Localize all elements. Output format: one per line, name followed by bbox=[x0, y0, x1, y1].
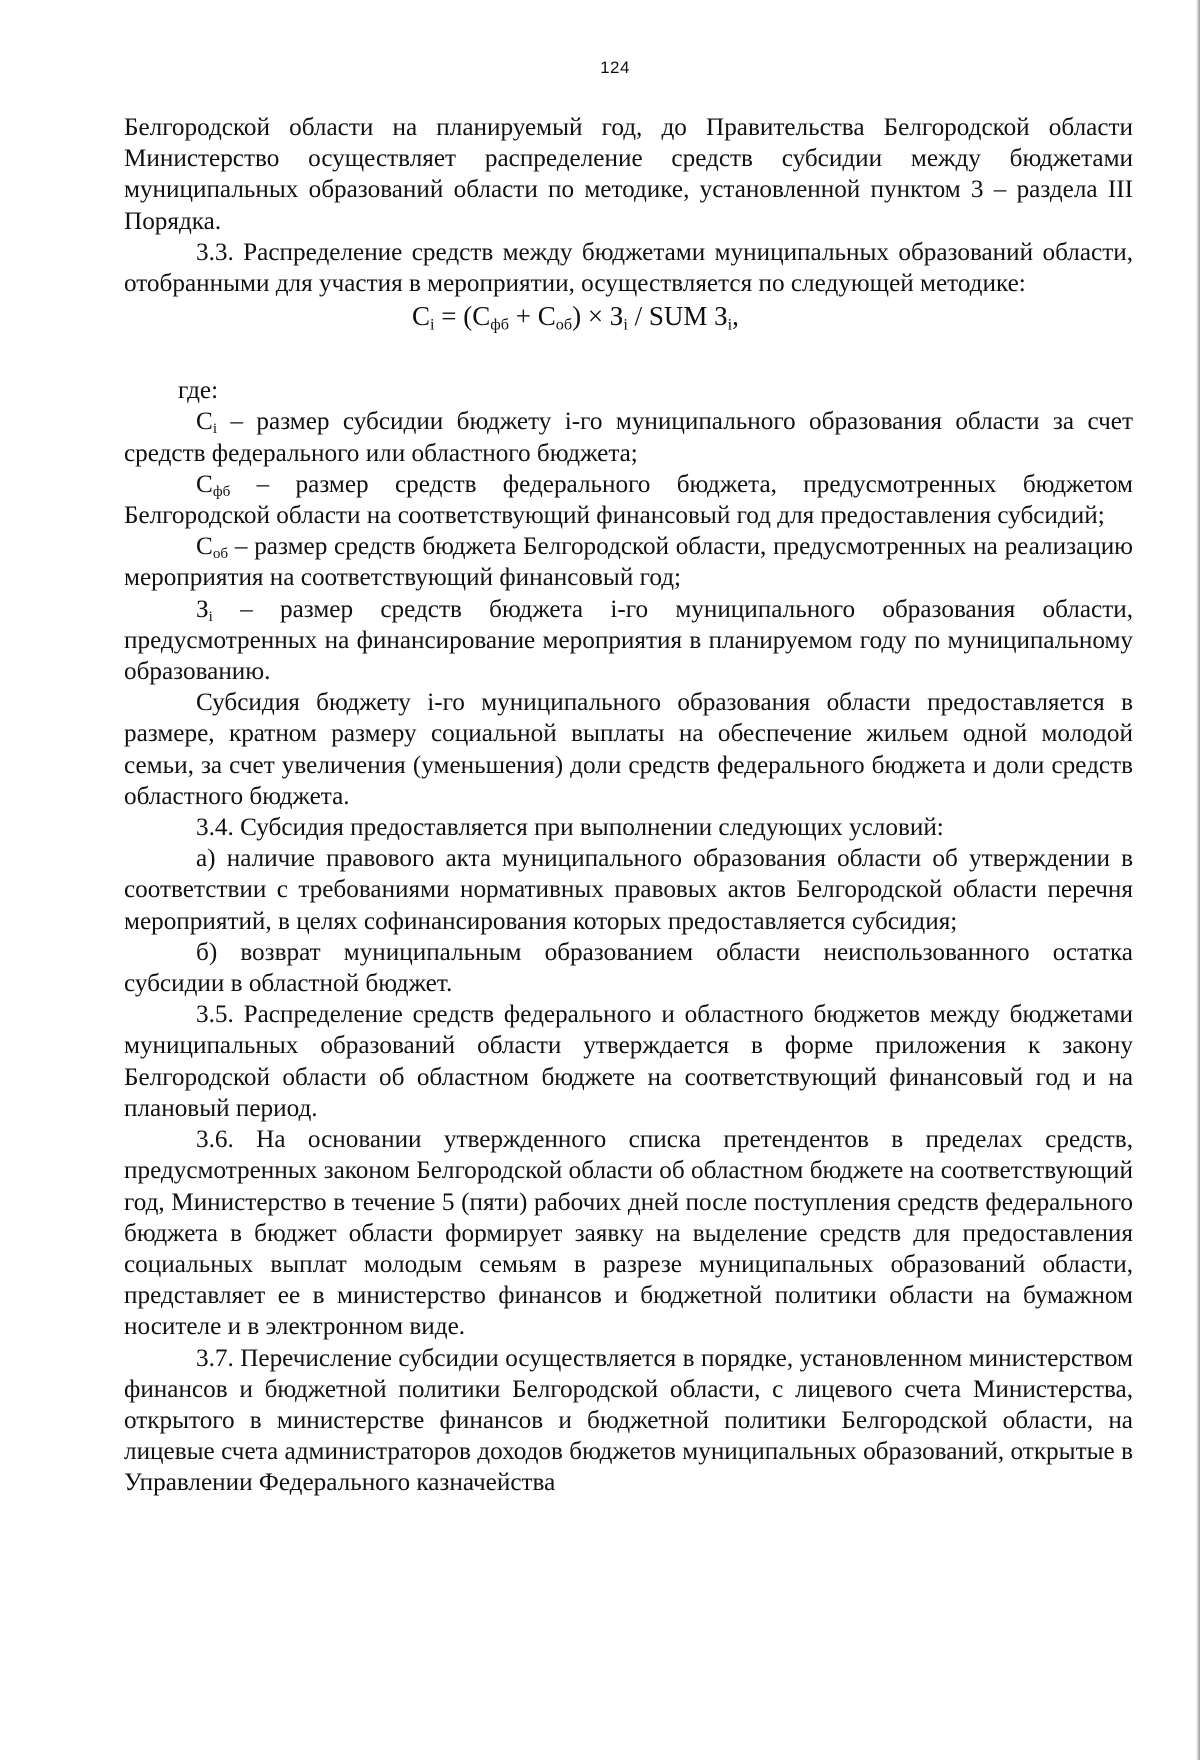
paragraph-3-4-a: а) наличие правового акта муниципального образования области об утверждении в соответствии с требованиями нормативных правовых актов Белгородской области перечня мероприятий, в целях софинансирования которых предоставляется субсидия; bbox=[124, 845, 1133, 935]
definition-ci: $C_i$ – размер субсидии бюджету i-го муниципального образования области за счет средств федерального или областного бюджета; bbox=[124, 408, 1133, 467]
document-body bbox=[124, 112, 1133, 1499]
paragraph-3-7: 3.7. Перечисление субсидии осуществляется в порядке, установленном министерством финансов и бюджетной политики Белгородской области, с лицевого счета Министерства, открытого в министерстве финансов и бюджетной политики Белгородской области, на лицевые счета администраторов доходов бюджетов муниципальных образований, открытые в Управлении Федерального казначейства bbox=[124, 1344, 1133, 1497]
definition-cob: $C_{об}$ – размер средств бюджета Белгородской области, предусмотренных на реализацию мероприятия на соответствующий финансовый год; bbox=[124, 533, 1133, 592]
definition-zi: $З_i$ – размер средств бюджета i-го муниципального образования области, предусмотренных на финансирование мероприятия в планируемом году по муниципальному образованию. bbox=[124, 595, 1133, 686]
paragraph-subsidy-size: Субсидия бюджету i-го муниципального образования области предоставляется в размере, кратном размеру социальной выплаты на обеспечение жильем одной молодой семьи, за счет увеличения (уменьшения) доли средств федерального бюджета и доли средств областного бюджета. bbox=[124, 689, 1133, 810]
page-edge-shadow bbox=[1196, 0, 1200, 1760]
paragraph-continuation: Белгородской области на планируемый год, до Правительства Белгородской области Министерство осуществляет распределение средств субсидии между бюджетами муниципальных образований области по методике, установленной пунктом 3 – раздела III Порядка. bbox=[124, 114, 1133, 235]
paragraph-3-6: 3.6. На основании утвержденного списка претендентов в пределах средств, предусмотренных законом Белгородской области об областном бюджете на соответствующий год, Министерство в течение 5 (пяти) рабочих дней после поступления средств федерального бюджета в бюджет области формирует заявку на выделение средств для предоставления социальных выплат молодым семьям в разрезе муниципальных образований области, представляет ее в министерство финансов и бюджетной политики области на бумажном носителе и в электронном виде. bbox=[124, 1126, 1133, 1341]
page-number: 124 bbox=[600, 58, 630, 77]
formula-where-label: где: bbox=[178, 377, 219, 405]
paragraph-3-5: 3.5. Распределение средств федерального и областного бюджетов между бюджетами муниципальных образований области утверждается в форме приложения к закону Белгородской области об областном бюджете на соответствующий финансовый год и на плановый период. bbox=[124, 1001, 1133, 1122]
distribution-formula: $C_i = (C_{фб} + C_{об}) \times З_i$ / SUM $З_i$, bbox=[412, 301, 739, 334]
paragraph-3-4-b: б) возврат муниципальным образованием области неиспользованного остатка субсидии в областной бюджет. bbox=[124, 938, 1133, 998]
paragraph-3-3: 3.3. Распределение средств между бюджетами муниципальных образований области, отобранными для участия в мероприятии, осуществляется по следующей методике: bbox=[124, 238, 1133, 298]
definition-cfb: $C_{фб}$ – размер средств федерального бюджета, предусмотренных бюджетом Белгородской области на соответствующий финансовый год для предоставления субсидий; bbox=[124, 470, 1133, 530]
paragraph-3-4: 3.4. Субсидия предоставляется при выполнении следующих условий: bbox=[196, 814, 944, 842]
